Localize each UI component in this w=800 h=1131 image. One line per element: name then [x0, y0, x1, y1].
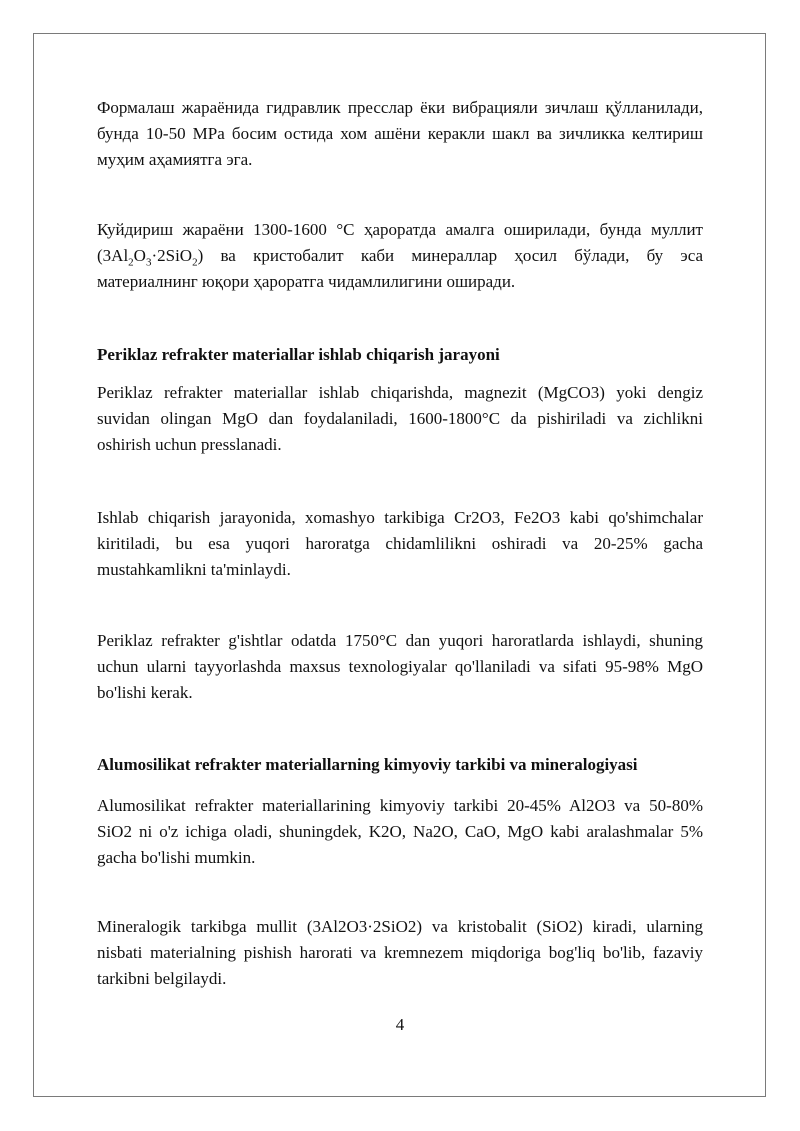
formula-subscript: 2 — [128, 256, 134, 269]
formula-part: O — [133, 246, 146, 265]
formula-subscript: 3 — [145, 256, 152, 269]
firing-line-1: Куйдириш жараёни 1300-1600 °C ҳароратда амалга оширилади, бунда — [97, 220, 642, 239]
formula-subscript: 2 — [192, 256, 198, 269]
paragraph-periclase-bricks: Periklaz refrakter g'ishtlar odatda 1750°C dan yuqori haroratlarda ishlaydi, shuning uchun ularni tayyorlashda maxsus texnologiyalar qo'llaniladi va sifati 95-98% MgO bo'lishi kerak. — [97, 631, 703, 702]
heading-aluminosilicate: Alumosilikat refrakter materiallarning kimyoviy tarkibi va mineralogiyasi — [97, 755, 638, 774]
firing-formula-start: муллит (3Al — [97, 220, 703, 265]
page-number: 4 — [395, 1015, 405, 1034]
paragraph-firing — [97, 217, 703, 295]
heading-periclase: Periklaz refrakter materiallar ishlab chiqarish jarayoni — [97, 345, 500, 364]
formula-part: ·2SiO — [151, 246, 193, 265]
paragraph-additives: Ishlab chiqarish jarayonida, xomashyo tarkibiga Cr2O3, Fe2O3 kabi qo'shimchalar kiritiladi, bu esa yuqori haroratga chidamlilikni oshiradi va 20-25% gacha mustahkamlikni ta'minlaydi. — [97, 508, 703, 579]
paragraph-mineralogical-composition: Mineralogik tarkibga mullit (3Al2O3·2SiO2) va kristobalit (SiO2) kiradi, ularning nisbati materialning pishish harorati va kremnezem miqdoriga bog'liq bo'lib, fazaviy tarkibni belgilaydi. — [97, 917, 703, 988]
paragraph-chemical-composition: Alumosilikat refrakter materiallarining kimyoviy tarkibi 20-45% Al2O3 va 50-80% SiO2 ni o'z ichiga oladi, shuningdek, K2O, Na2O, CaO, MgO kabi aralashmalar 5% gacha bo'lishi mumkin. — [97, 796, 703, 867]
paragraph-forming: Формалаш жараёнида гидравлик пресслар ёки вибрацияли зичлаш қўлланилади, бунда 10-50 MPa босим остида хом ашёни керакли шакл ва зичликка келтириш муҳим аҳамиятга эга. — [97, 98, 703, 169]
firing-rest: ) ва кристобалит каби минераллар ҳосил бўлади, бу эса материалнинг юқори ҳароратга чидамлилигини оширади. — [97, 246, 703, 291]
paragraph-periclase-production: Periklaz refrakter materiallar ishlab chiqarishda, magnezit (MgCO3) yoki dengiz suvidan olingan MgO dan foydalaniladi, 1600-1800°C da pishiriladi va zichlikni oshirish uchun presslanadi. — [97, 383, 703, 454]
